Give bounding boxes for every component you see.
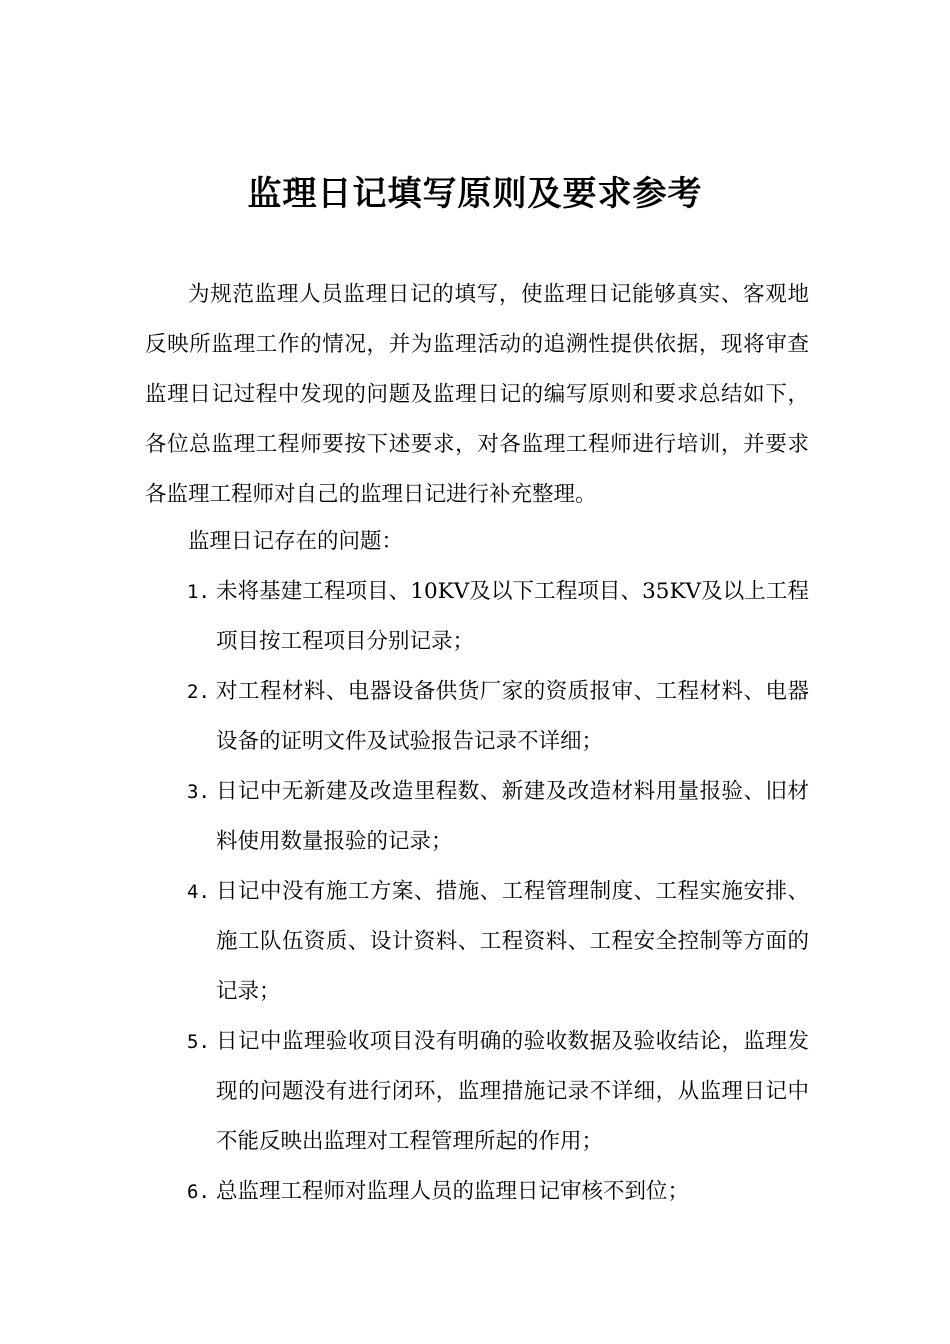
problem-item-3 xyxy=(145,767,809,867)
problem-number: 1. xyxy=(187,581,210,603)
intro-paragraph: 为规范监理人员监理日记的填写，使监理日记能够真实、客观地反映所监理工作的情况，并为监理活动的追溯性提供依据，现将审查监理日记过程中发现的问题及监理日记的编写原则和要求总结如下，各位总监理工程师要按下述要求，对各监理工程师进行培训，并要求各监理工程师对自己的监理日记进行补充整理。 xyxy=(145,282,809,507)
problem-number: 4. xyxy=(187,881,210,903)
problems-heading: 监理日记存在的问题： xyxy=(188,529,404,554)
problem-list xyxy=(145,567,809,1217)
problem-number: 6. xyxy=(187,1181,210,1203)
problem-item-2 xyxy=(145,667,809,767)
problem-text: 日记中没有施工方案、措施、工程管理制度、工程实施安排、施工队伍资质、设计资料、工程资料、工程安全控制等方面的记录； xyxy=(216,879,809,1004)
problem-number: 2. xyxy=(187,681,210,703)
problem-number: 5. xyxy=(187,1031,210,1053)
problem-text: 总监理工程师对监理人员的监理日记审核不到位； xyxy=(216,1179,690,1204)
problem-number: 3. xyxy=(187,781,210,803)
problem-text: 对工程材料、电器设备供货厂家的资质报审、工程材料、电器设备的证明文件及试验报告记录不详细； xyxy=(216,679,809,754)
problem-item-1 xyxy=(145,567,809,667)
problem-item-4 xyxy=(145,867,809,1017)
document-title: 监理日记填写原则及要求参考 xyxy=(247,174,703,214)
problem-text: 日记中无新建及改造里程数、新建及改造材料用量报验、旧材料使用数量报验的记录； xyxy=(216,779,809,854)
problem-item-5 xyxy=(145,1017,809,1167)
problem-text: 未将基建工程项目、10KV及以下工程项目、35KV及以上工程项目按工程项目分别记录； xyxy=(216,579,809,654)
problem-text: 日记中监理验收项目没有明确的验收数据及验收结论，监理发现的问题没有进行闭环，监理措施记录不详细，从监理日记中不能反映出监理对工程管理所起的作用； xyxy=(216,1029,809,1154)
problem-item-6 xyxy=(145,1167,809,1217)
